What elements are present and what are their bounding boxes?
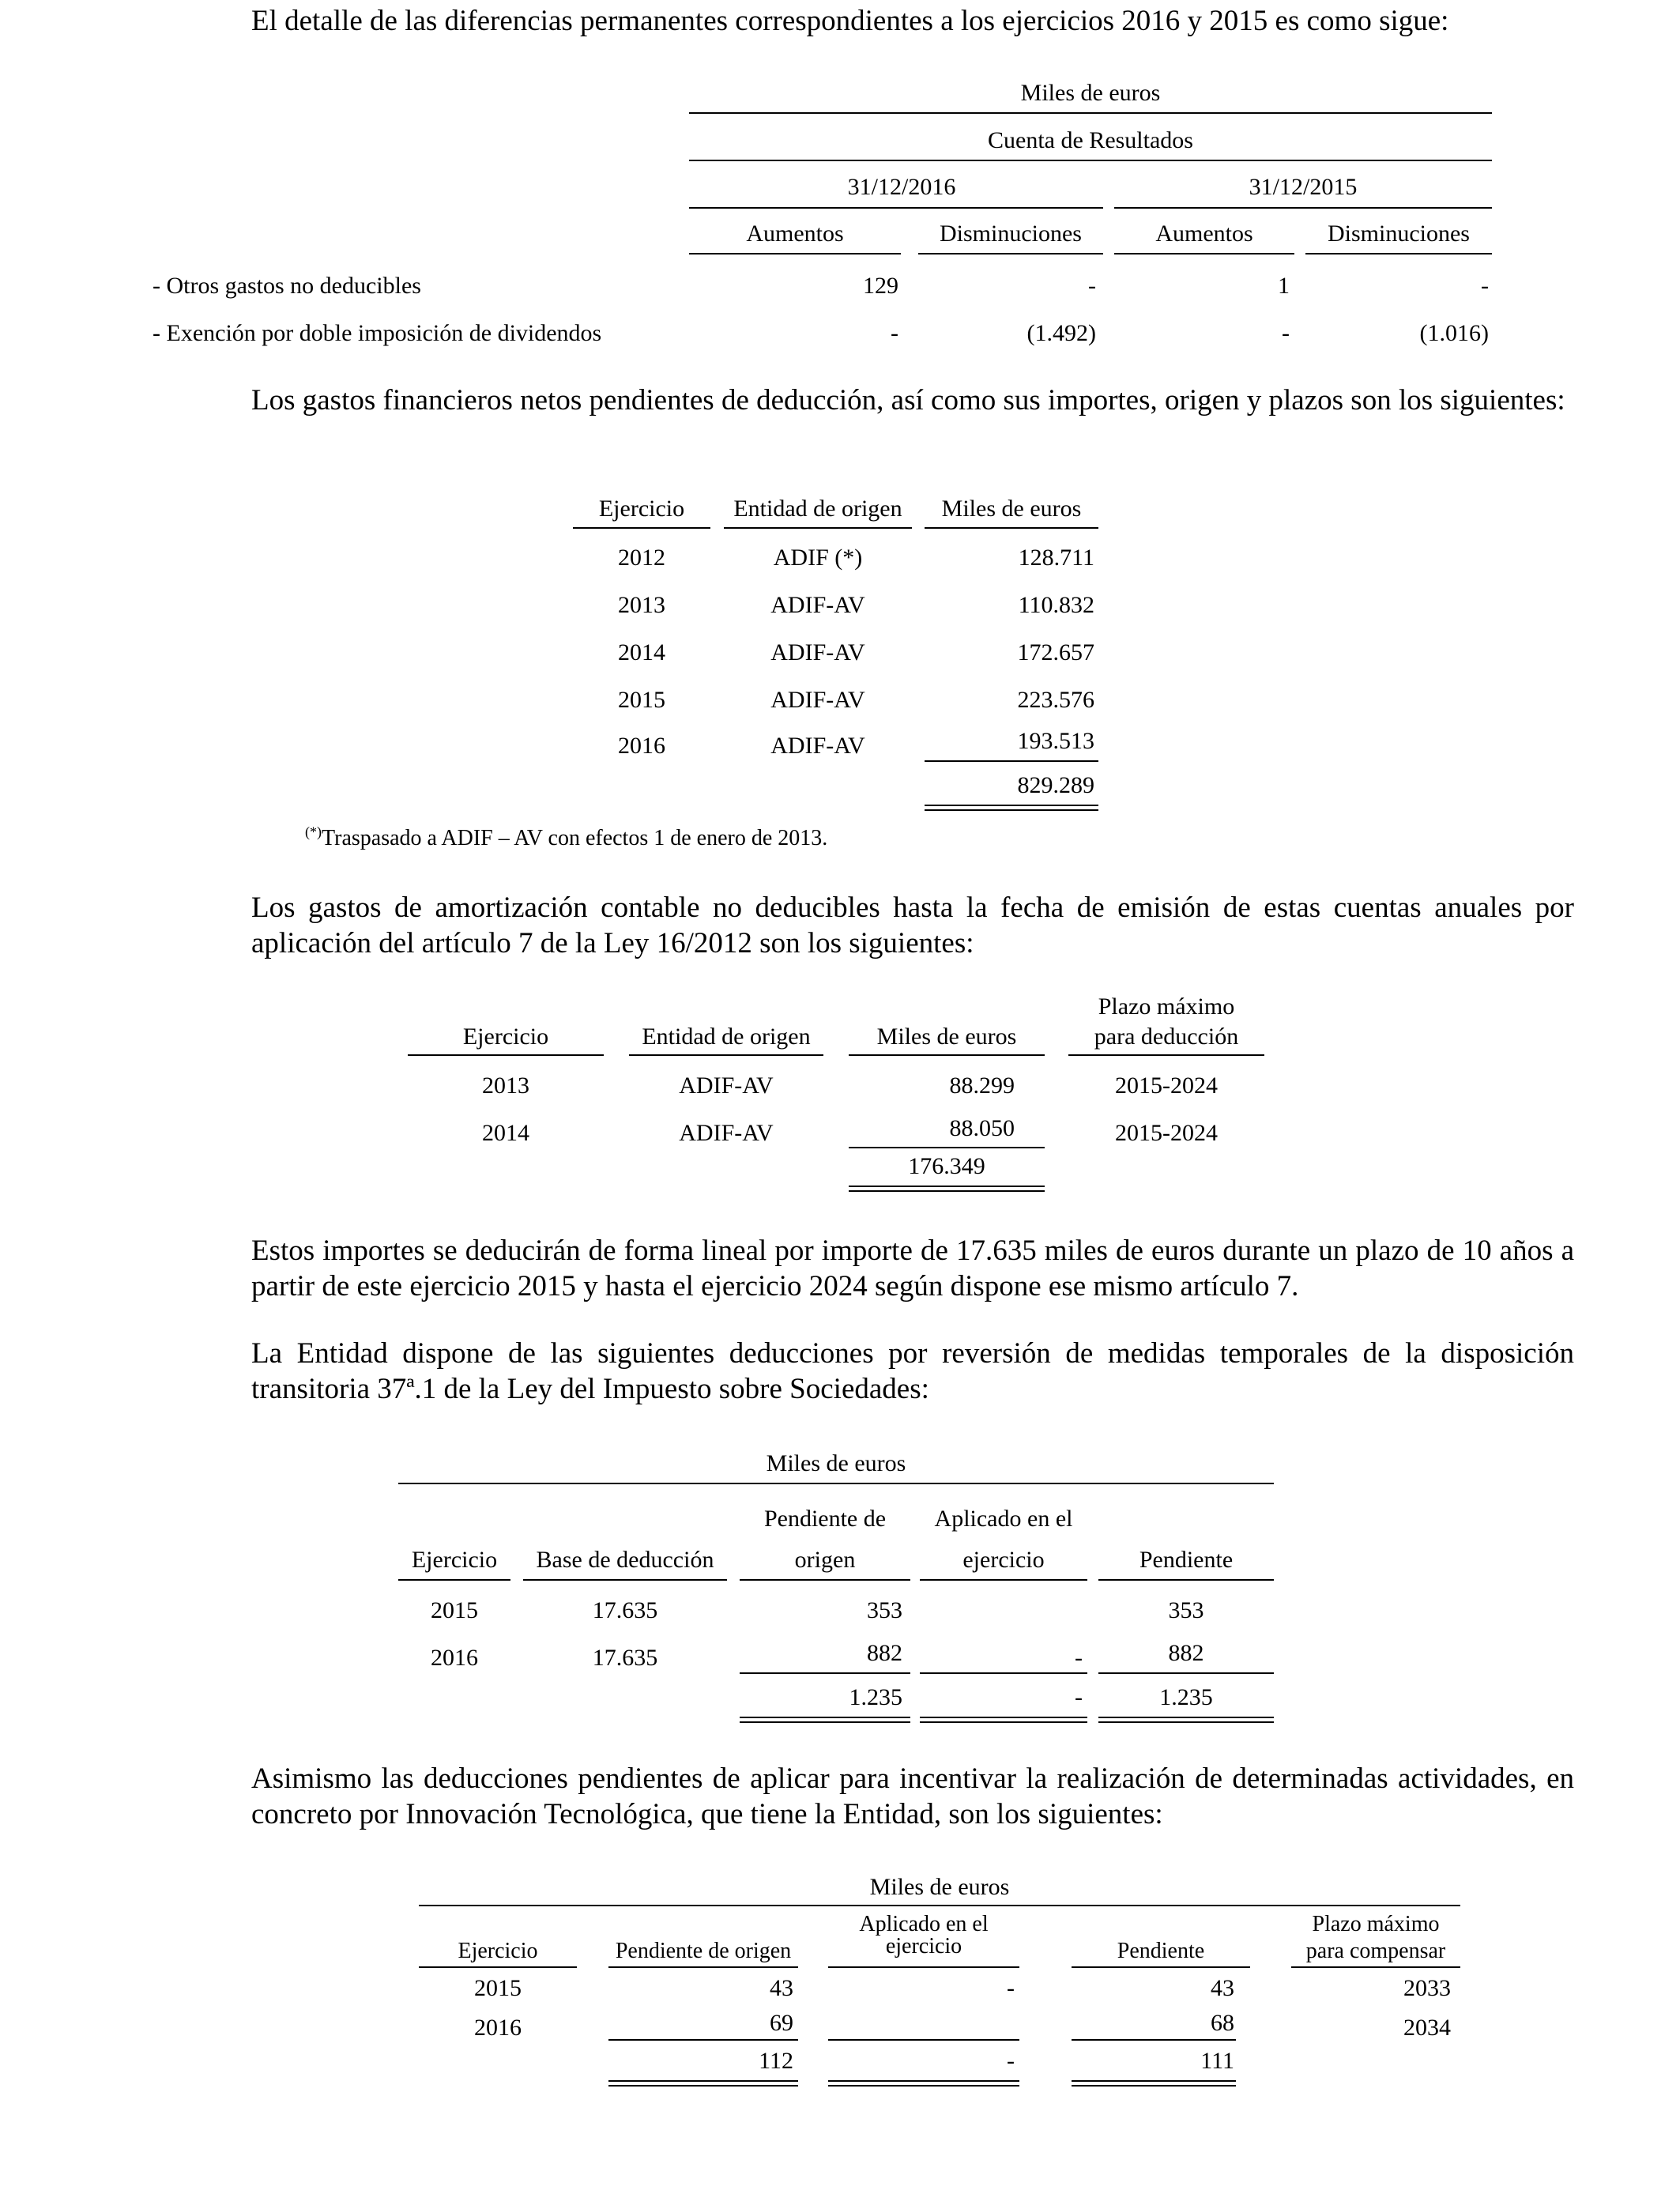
table2-footnote bbox=[305, 825, 827, 852]
table2-header-entidad: Entidad de origen bbox=[733, 496, 902, 522]
table5-total-pending: 111 bbox=[1200, 2048, 1234, 2074]
table-row-label: - Exención por doble imposición de dividendos bbox=[153, 320, 602, 346]
table3-header-plazo-line1: Plazo máximo bbox=[1098, 993, 1235, 1020]
table-cell: 2016 bbox=[474, 2015, 522, 2041]
table-cell: 2034 bbox=[1403, 2015, 1451, 2041]
table-cell: 2014 bbox=[482, 1120, 529, 1146]
table4-header-pendiente-origen-line1: Pendiente de bbox=[763, 1506, 887, 1532]
table1-period-2015: 31/12/2015 bbox=[1249, 174, 1358, 200]
table1-unit-header: Miles de euros bbox=[1020, 80, 1161, 106]
table3-header-entidad: Entidad de origen bbox=[642, 1023, 811, 1050]
table5-header-plazo-line2: para compensar bbox=[1305, 1939, 1446, 1963]
table5-unit-header: Miles de euros bbox=[869, 1874, 1010, 1900]
table-cell: (1.492) bbox=[1026, 320, 1096, 346]
table-cell: - bbox=[1088, 273, 1096, 299]
table1-col-aumentos-2015: Aumentos bbox=[1155, 221, 1253, 247]
table-cell: 2015 bbox=[431, 1597, 478, 1623]
table-cell: 2015-2024 bbox=[1115, 1072, 1218, 1099]
table-cell: 43 bbox=[1211, 1975, 1234, 2001]
table1-group-header: Cuenta de Resultados bbox=[988, 127, 1193, 153]
table-cell: 172.657 bbox=[1017, 639, 1094, 665]
table4-header-pendiente: Pendiente bbox=[1139, 1547, 1234, 1573]
table5-header-aplicado-line1: Aplicado en el bbox=[859, 1912, 989, 1936]
table1-col-disminuciones-2015: Disminuciones bbox=[1328, 221, 1470, 247]
table4-total-origin: 1.235 bbox=[849, 1684, 902, 1710]
table-cell: 2014 bbox=[618, 639, 665, 665]
table-cell: 17.635 bbox=[592, 1645, 658, 1671]
table5-total-applied: - bbox=[1007, 2048, 1015, 2074]
table-cell: 2013 bbox=[618, 592, 665, 618]
table4-total-applied: - bbox=[1075, 1684, 1083, 1710]
paragraph-linear-deduction: Estos importes se deducirán de forma lineal por importe de 17.635 miles de euros durante un plazo de 10 años a partir de este ejercicio 2015 y hasta el ejercicio 2024 según dispone ese mismo artículo 7. bbox=[251, 1235, 1574, 1302]
table-cell: 68 bbox=[1211, 2010, 1234, 2036]
table-cell: 353 bbox=[867, 1597, 902, 1623]
table-cell: ADIF-AV bbox=[679, 1072, 774, 1099]
table-row-label: - Otros gastos no deducibles bbox=[153, 273, 421, 299]
table-cell: 2015 bbox=[618, 687, 665, 713]
table3-header-plazo-line2: para deducción bbox=[1094, 1023, 1239, 1050]
table2-header-importe: Miles de euros bbox=[941, 496, 1082, 522]
table5-header-pendiente: Pendiente bbox=[1117, 1939, 1205, 1963]
table-cell: 17.635 bbox=[592, 1597, 658, 1623]
table-cell: 110.832 bbox=[1018, 592, 1094, 618]
table-cell: 69 bbox=[770, 2010, 793, 2036]
table-cell: 2013 bbox=[482, 1072, 529, 1099]
table4-header-aplicado-line2: ejercicio bbox=[962, 1547, 1045, 1573]
table3-header-importe: Miles de euros bbox=[876, 1023, 1017, 1050]
table-cell: - bbox=[891, 320, 898, 346]
table-cell: 223.576 bbox=[1017, 687, 1094, 713]
table5-header-plazo-line1: Plazo máximo bbox=[1312, 1912, 1440, 1936]
table-cell: 193.513 bbox=[1017, 728, 1094, 754]
table-cell: 882 bbox=[867, 1640, 902, 1666]
table-cell: ADIF-AV bbox=[679, 1120, 774, 1146]
table1-period-2016: 31/12/2016 bbox=[847, 174, 956, 200]
paragraph-permanent-differences: El detalle de las diferencias permanentes correspondientes a los ejercicios 2016 y 2015 es como sigue: bbox=[251, 5, 1449, 37]
table-cell: ADIF-AV bbox=[770, 687, 865, 713]
table-cell: 882 bbox=[1168, 1640, 1204, 1666]
table5-total-origin: 112 bbox=[759, 2048, 793, 2074]
table5-header-pendiente-origen: Pendiente de origen bbox=[615, 1939, 792, 1963]
table5-header-aplicado-line2: ejercicio bbox=[885, 1934, 962, 1958]
footnote-mark: (*) bbox=[305, 824, 322, 840]
paragraph-innovation-deductions: Asimismo las deducciones pendientes de aplicar para incentivar la realización de determinadas actividades, en concreto por Innovación Tecnológica, que tiene la Entidad, son los siguientes: bbox=[251, 1762, 1574, 1830]
table-cell: 2012 bbox=[618, 545, 665, 571]
table4-header-pendiente-origen-line2: origen bbox=[794, 1547, 856, 1573]
table-cell: ADIF-AV bbox=[770, 733, 865, 759]
table2-total: 829.289 bbox=[1017, 772, 1094, 798]
table4-header-ejercicio: Ejercicio bbox=[411, 1547, 498, 1573]
table1-col-disminuciones-2016: Disminuciones bbox=[940, 221, 1082, 247]
table-cell: 2015-2024 bbox=[1115, 1120, 1218, 1146]
paragraph-financial-expenses: Los gastos financieros netos pendientes de deducción, así como sus importes, origen y plazos son los siguientes: bbox=[251, 384, 1565, 417]
table3-header-ejercicio: Ejercicio bbox=[462, 1023, 549, 1050]
table-cell: 353 bbox=[1168, 1597, 1204, 1623]
table-cell: 2015 bbox=[474, 1975, 522, 2001]
table-cell: ADIF (*) bbox=[773, 545, 863, 571]
table-cell: 2016 bbox=[618, 733, 665, 759]
paragraph-reversal-deductions: La Entidad dispone de las siguientes deducciones por reversión de medidas temporales de la disposición transitoria 37ª.1 de la Ley del Impuesto sobre Sociedades: bbox=[251, 1337, 1574, 1405]
table-cell: (1.016) bbox=[1419, 320, 1489, 346]
table-cell: ADIF-AV bbox=[770, 592, 865, 618]
table-cell: 88.050 bbox=[949, 1115, 1015, 1141]
table-cell: 128.711 bbox=[1018, 545, 1094, 571]
table1-col-aumentos-2016: Aumentos bbox=[746, 221, 844, 247]
table-cell: - bbox=[1282, 320, 1290, 346]
table-cell: 88.299 bbox=[949, 1072, 1015, 1099]
table-cell: 2016 bbox=[431, 1645, 478, 1671]
table-cell: - bbox=[1007, 1975, 1015, 2001]
table4-header-aplicado-line1: Aplicado en el bbox=[934, 1506, 1073, 1532]
footnote-text: Traspasado a ADIF – AV con efectos 1 de enero de 2013. bbox=[322, 826, 828, 850]
table4-header-base: Base de deducción bbox=[536, 1547, 714, 1573]
table-cell: 1 bbox=[1278, 273, 1290, 299]
table5-header-ejercicio: Ejercicio bbox=[458, 1939, 538, 1963]
paragraph-amortization: Los gastos de amortización contable no deducibles hasta la fecha de emisión de estas cuentas anuales por aplicación del artículo 7 de la Ley 16/2012 son los siguientes: bbox=[251, 892, 1574, 959]
table-cell: ADIF-AV bbox=[770, 639, 865, 665]
table-cell: - bbox=[1481, 273, 1489, 299]
table-cell: 129 bbox=[863, 273, 898, 299]
table-cell: 2033 bbox=[1403, 1975, 1451, 2001]
table3-total: 176.349 bbox=[908, 1153, 985, 1179]
table4-unit-header: Miles de euros bbox=[766, 1450, 906, 1476]
table-cell: - bbox=[1075, 1645, 1083, 1671]
table-cell: 43 bbox=[770, 1975, 793, 2001]
table2-header-ejercicio: Ejercicio bbox=[598, 496, 685, 522]
table4-total-pending: 1.235 bbox=[1159, 1684, 1213, 1710]
